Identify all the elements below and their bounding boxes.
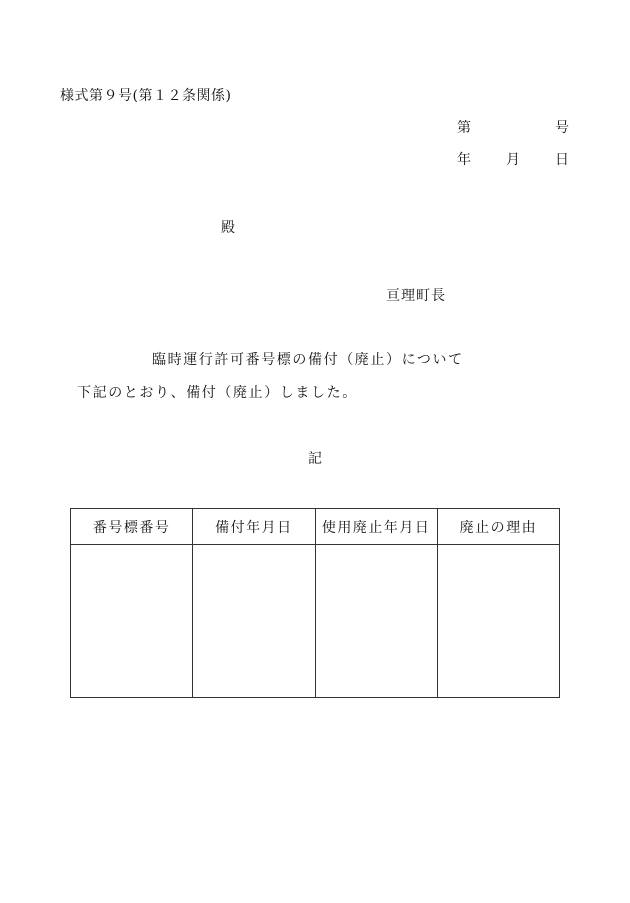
table-row: [71, 545, 560, 698]
date-day: 日: [555, 152, 569, 168]
column-header: 番号標番号: [71, 509, 193, 545]
document-date: [457, 151, 569, 169]
table-cell: [315, 545, 437, 698]
document-subject: 臨時運行許可番号標の備付（廃止）について: [152, 352, 464, 368]
table-cell: [193, 545, 315, 698]
table-cell: [437, 545, 559, 698]
form-label: 様式第９号(第１２条関係): [60, 88, 232, 104]
record-table: [70, 508, 560, 698]
table-header-row: [71, 509, 560, 545]
date-year: 年: [457, 152, 471, 168]
table-cell: [71, 545, 193, 698]
addressee-honorific: 殿: [221, 220, 235, 236]
sender-title: 亘理町長: [386, 288, 446, 304]
column-header: 備付年月日: [193, 509, 315, 545]
document-body: 下記のとおり、備付（廃止）しました。: [77, 385, 358, 401]
number-prefix: 第: [457, 120, 471, 136]
document-number: [457, 119, 569, 137]
number-suffix: 号: [555, 120, 569, 136]
column-header: 廃止の理由: [437, 509, 559, 545]
column-header: 使用廃止年月日: [315, 509, 437, 545]
date-month: 月: [506, 152, 520, 168]
record-heading: 記: [308, 451, 322, 467]
